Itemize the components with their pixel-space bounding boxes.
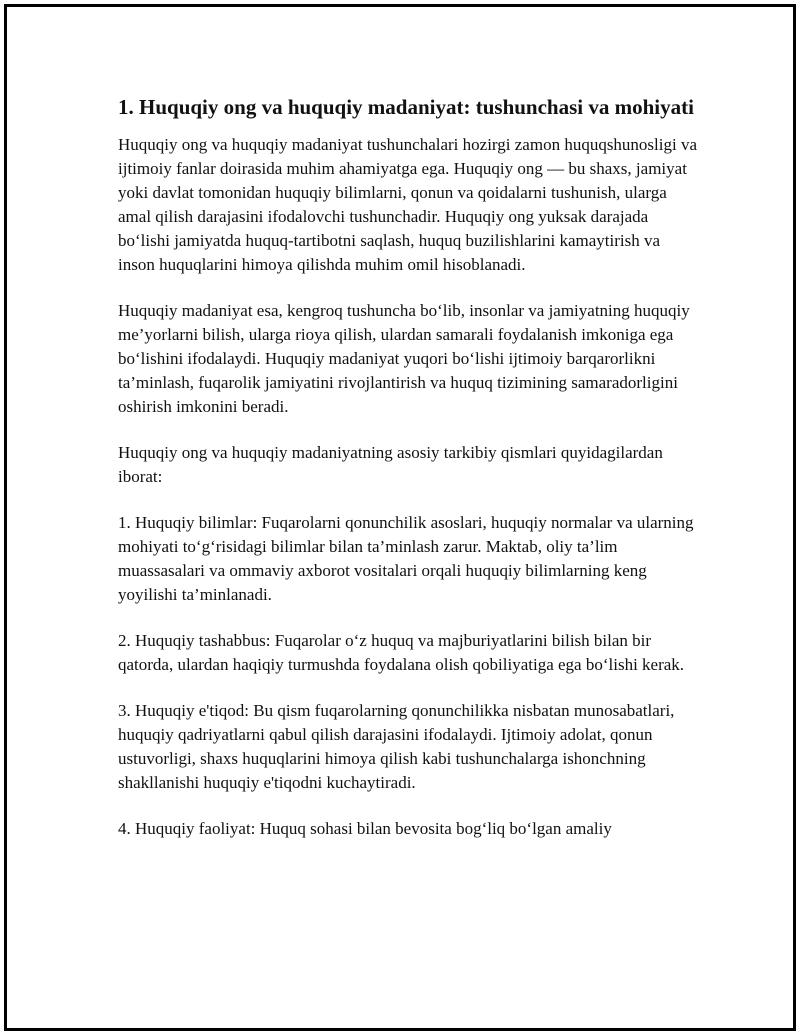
list-item-legal-activity: 4. Huquqiy faoliyat: Huquq sohasi bilan bevosita bog‘liq bo‘lgan amaliy xyxy=(118,819,612,838)
list-item-legal-knowledge: 1. Huquqiy bilimlar: Fuqarolarni qonunchilik asoslari, huquqiy normalar va ularning mohiyati to‘g‘risidagi bilimlar bilan ta’minlash zarur. Maktab, oliy ta’lim muassasalari va ommaviy axborot vositalari orqali huquqiy bilimlarning keng yoyilishi ta’minlanadi. xyxy=(118,513,694,604)
list-item-legal-belief: 3. Huquqiy e'tiqod: Bu qism fuqarolarning qonunchilikka nisbatan munosabatlari, huquqiy qadriyatlarni qabul qilish darajasini ifodalaydi. Ijtimoiy adolat, qonun ustuvorligi, shaxs huquqlarini himoya qilish kabi tushunchalarga ishonchning shakllanishi huquqiy e'tiqodni kuchaytiradi. xyxy=(118,701,675,792)
list-item-legal-initiative: 2. Huquqiy tashabbus: Fuqarolar o‘z huquq va majburiyatlarini bilish bilan bir qatorda, ulardan haqiqiy turmushda foydalana olish qobiliyatiga ega bo‘lishi kerak. xyxy=(118,631,685,674)
section-heading: 1. Huquqiy ong va huquqiy madaniyat: tushunchasi va mohiyati xyxy=(118,95,694,119)
paragraph-legal-consciousness: Huquqiy ong va huquqiy madaniyat tushunchalari hozirgi zamon huquqshunosligi va ijtimoiy fanlar doirasida muhim ahamiyatga ega. Huquqiy ong — bu shaxs, jamiyat yoki davlat tomonidan huquqiy bilimlarni, qonun va qoidalarni tushunish, ularga amal qilish darajasini ifodalovchi tushunchadir. Huquqiy ong yuksak darajada bo‘lishi jamiyatda huquq-tartibotni saqlash, huquq buzilishlarini kamaytirish va inson huquqlarini himoya qilishda muhim omil hisoblanadi. xyxy=(118,135,698,274)
document-body xyxy=(118,94,698,863)
paragraph-legal-culture: Huquqiy madaniyat esa, kengroq tushuncha bo‘lib, insonlar va jamiyatning huquqiy me’yorlarni bilish, ularga rioya qilish, ulardan samarali foydalanish imkoniga ega bo‘lishini ifodalaydi. Huquqiy madaniyat yuqori bo‘lishi ijtimoiy barqarorlikni ta’minlash, fuqarolik jamiyatini rivojlantirish va huquq tizimining samaradorligini oshirish imkonini beradi. xyxy=(118,301,690,416)
paragraph-components-intro: Huquqiy ong va huquqiy madaniyatning asosiy tarkibiy qismlari quyidagilardan iborat: xyxy=(118,443,663,486)
